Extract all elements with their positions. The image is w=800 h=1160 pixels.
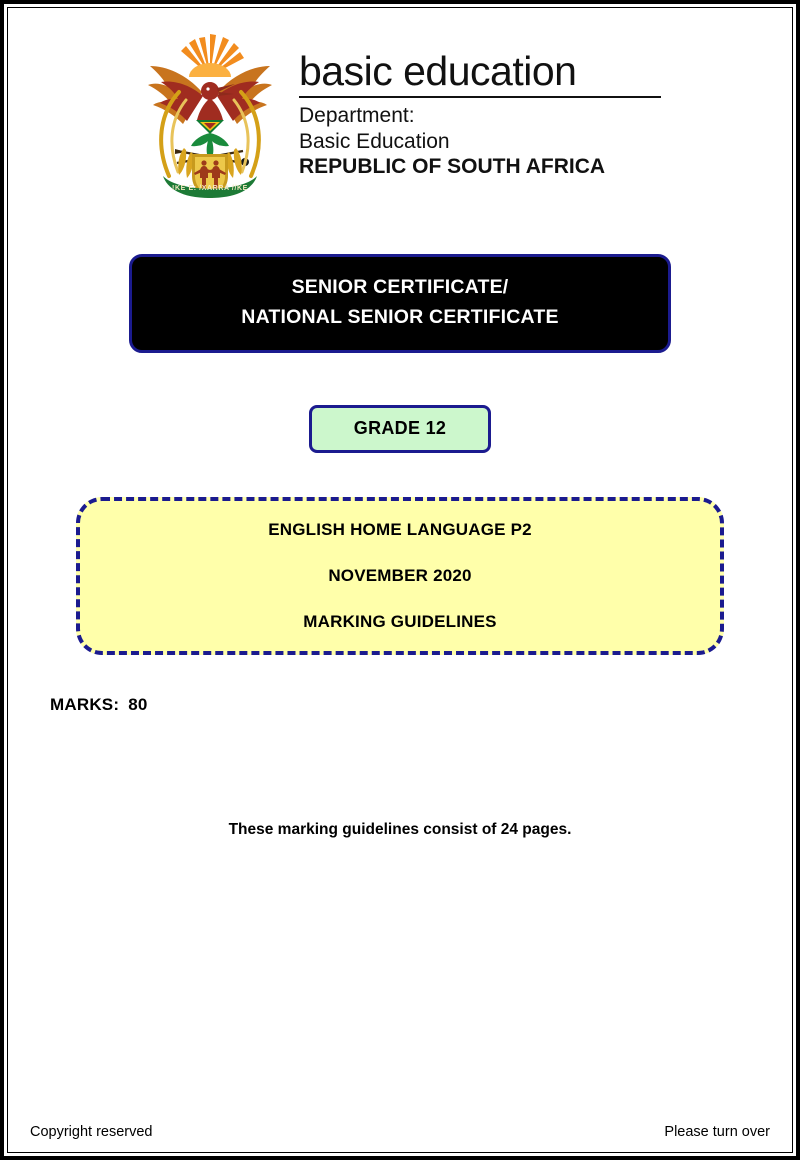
- page-count-note: These marking guidelines consist of 24 pages.: [228, 821, 572, 839]
- certificate-line-1: SENIOR CERTIFICATE/: [291, 276, 509, 298]
- footer-copyright: Copyright reserved: [30, 1124, 153, 1140]
- certificate-banner: [129, 254, 671, 353]
- footer-turn-over: Please turn over: [664, 1124, 770, 1140]
- svg-text:!KE E: /XARRA //KE: !KE E: /XARRA //KE: [172, 185, 248, 192]
- marks-value: 80: [128, 695, 148, 715]
- certificate-line-2: NATIONAL SENIOR CERTIFICATE: [241, 305, 559, 328]
- marks-line: [50, 695, 764, 715]
- department-line-3: REPUBLIC OF SOUTH AFRICA: [299, 155, 606, 179]
- south-african-coat-of-arms-icon: [139, 30, 281, 198]
- subject-box: [76, 497, 724, 655]
- page-content: [8, 8, 792, 1152]
- wordmark-title: basic education: [299, 48, 577, 94]
- grade-badge: [309, 405, 491, 453]
- wordmark-divider: [299, 96, 661, 98]
- page-inner-border: [7, 7, 793, 1153]
- department-line-1: Department:: [299, 104, 415, 128]
- wordmark-block: [299, 30, 661, 180]
- marks-label: MARKS:: [50, 695, 120, 715]
- page-footer: [30, 1124, 770, 1140]
- exam-session: NOVEMBER 2020: [328, 566, 472, 586]
- subject-title: ENGLISH HOME LANGUAGE P2: [268, 520, 532, 540]
- masthead: [36, 8, 764, 198]
- document-type: MARKING GUIDELINES: [303, 612, 497, 632]
- department-line-2: Basic Education: [299, 129, 450, 153]
- grade-label: GRADE 12: [353, 418, 447, 439]
